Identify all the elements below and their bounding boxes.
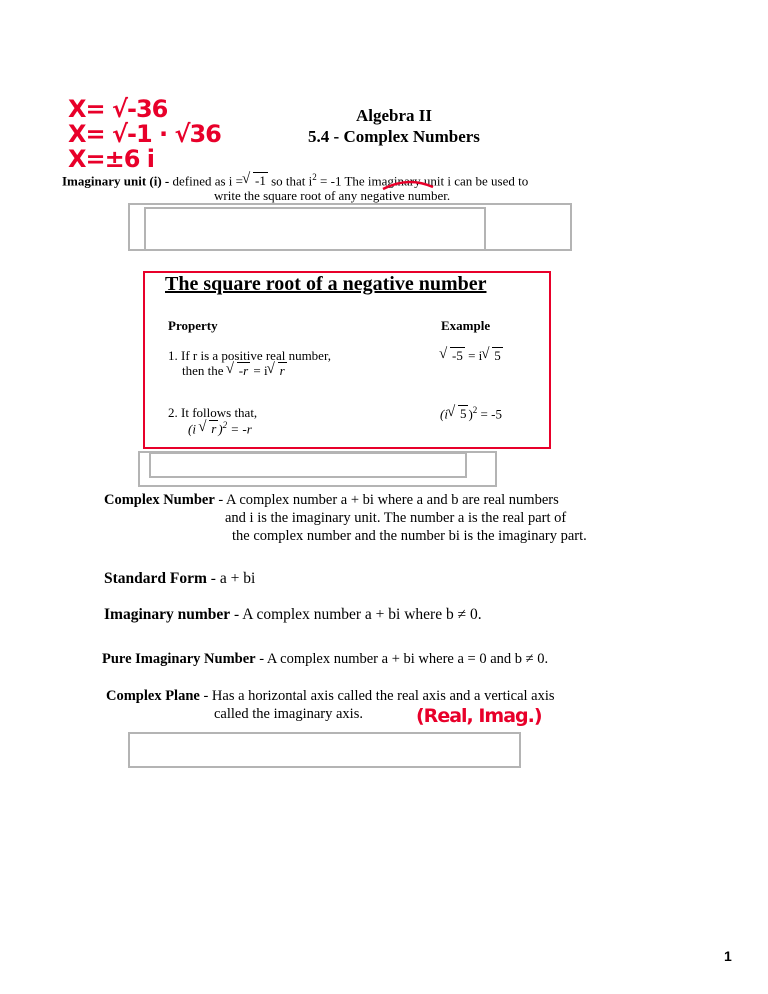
answer-box-1-inner[interactable] bbox=[144, 207, 486, 251]
pure-imaginary-definition: Pure Imaginary Number - A complex number a + bi where a = 0 and b ≠ 0. bbox=[102, 651, 549, 667]
answer-box-3[interactable] bbox=[128, 732, 521, 768]
example-header: Example bbox=[441, 318, 491, 333]
imaginary-unit-definition: Imaginary unit (i) - defined as i =√ -1 so that $i^2 = -1$ The imaginary unit i can be used to bbox=[62, 172, 528, 189]
example-1: √ -5 = i√ 5 bbox=[440, 348, 503, 364]
complex-number-line-3: the complex number and the number bi is the imaginary part. bbox=[232, 528, 587, 544]
property-1-line-1: 1. If r is a positive real number, bbox=[168, 348, 332, 363]
handwritten-line-2: X= √-1 · √36 bbox=[68, 120, 221, 148]
imaginary-unit-term: Imaginary unit (i) - bbox=[62, 173, 170, 189]
handwritten-line-1: X= √-36 bbox=[68, 95, 168, 123]
example-2: (i√ 5 )$^2$ = -5 bbox=[440, 405, 502, 422]
complex-number-definition: Complex Number - A complex number a + bi where a and b are real numbers bbox=[104, 492, 559, 508]
page-number: 1 bbox=[724, 948, 732, 964]
handwritten-axis-note: (Real, Imag.) bbox=[416, 705, 542, 727]
sqrt-neg-one: √ -1 bbox=[244, 173, 268, 189]
property-2-line-1: 2. It follows that, bbox=[168, 405, 258, 420]
complex-plane-line-2: called the imaginary axis. bbox=[214, 706, 363, 722]
property-header: Property bbox=[168, 318, 218, 333]
answer-box-2-inner[interactable] bbox=[149, 452, 467, 478]
complex-plane-definition: Complex Plane - Has a horizontal axis called the real axis and a vertical axis bbox=[106, 688, 555, 704]
handwritten-underline-mark bbox=[380, 178, 436, 192]
complex-number-line-2: and i is the imaginary unit. The number a is the real part of bbox=[225, 510, 567, 526]
standard-form: Standard Form - a + bi bbox=[104, 570, 256, 587]
page-title: Algebra II bbox=[355, 106, 433, 125]
handwritten-line-3: X=±6 i bbox=[68, 145, 155, 173]
page-subtitle: 5.4 - Complex Numbers bbox=[308, 127, 480, 146]
imaginary-unit-line-2: write the square root of any negative number. bbox=[214, 188, 451, 203]
property-1-line-2: then the √ -r = i√ r bbox=[182, 363, 287, 379]
imaginary-number-definition: Imaginary number - A complex number a + bi where b ≠ 0. bbox=[104, 606, 482, 623]
property-2-line-2: (i √ r )$^2$ = -r bbox=[188, 420, 252, 437]
square-root-box-title: The square root of a negative number bbox=[165, 273, 487, 295]
